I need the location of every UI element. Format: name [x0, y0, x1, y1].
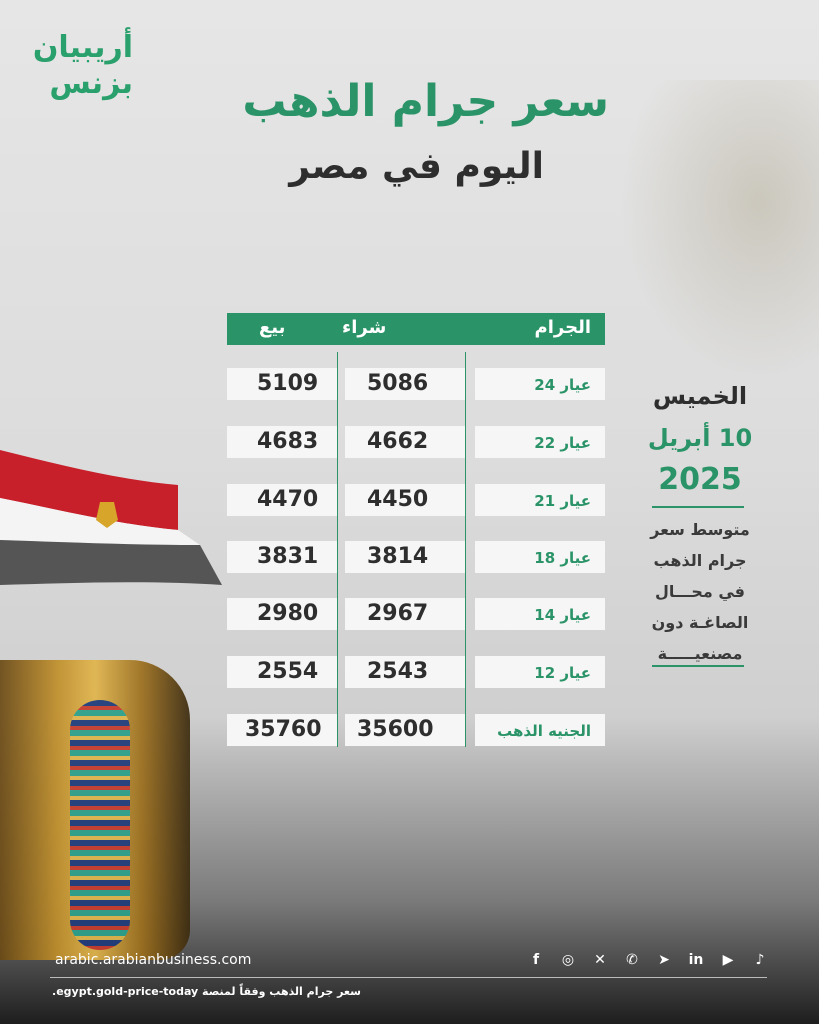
karat-label: عيار 22 — [534, 434, 591, 452]
note-line: الصاغـة دون — [651, 613, 749, 632]
sell-price: 3831 — [257, 544, 319, 569]
table-row — [227, 368, 605, 400]
youtube-icon[interactable]: ▶ — [722, 952, 734, 968]
header-gram: الجرام — [534, 317, 591, 338]
note-line: مصنعيـــــة — [657, 644, 743, 663]
telegram-icon[interactable]: ➤ — [658, 952, 670, 968]
sell-price: 2980 — [257, 601, 319, 626]
facebook-icon[interactable]: f — [532, 952, 540, 968]
divider — [652, 665, 744, 667]
source-note: سعر جرام الذهب وفقاً لمنصة egypt.gold-price-today. — [52, 985, 361, 998]
sell-price: 2554 — [257, 659, 319, 684]
page-subtitle: اليوم في مصر — [289, 146, 544, 187]
logo — [32, 30, 133, 110]
sell-price: 4683 — [257, 429, 319, 454]
page-title: سعر جرام الذهب — [242, 76, 609, 127]
note-line: في محـــال — [655, 582, 745, 601]
buy-price: 4450 — [367, 487, 429, 512]
footer-divider — [50, 977, 767, 978]
logo-line2: بزنس — [49, 66, 133, 101]
header-buy: شراء — [342, 317, 387, 338]
karat-label: عيار 24 — [534, 376, 591, 394]
karat-label: عيار 21 — [534, 492, 591, 510]
table-row — [227, 426, 605, 458]
buy-price: 3814 — [367, 544, 429, 569]
karat-label: عيار 14 — [534, 606, 591, 624]
instagram-icon[interactable]: ◎ — [561, 952, 575, 968]
table-row — [227, 484, 605, 516]
buy-price: 4662 — [367, 429, 429, 454]
buy-price: 2967 — [367, 601, 429, 626]
date-day: الخميس — [652, 382, 748, 410]
divider — [652, 506, 744, 508]
logo-line1: أريبيان — [32, 30, 133, 65]
karat-label: عيار 12 — [534, 664, 591, 682]
whatsapp-icon[interactable]: ✆ — [626, 952, 638, 968]
table-row — [227, 598, 605, 630]
egypt-flag-image — [0, 450, 222, 585]
background-gold-bars — [619, 80, 819, 380]
buy-price: 5086 — [367, 371, 429, 396]
table-row — [227, 541, 605, 573]
website-link[interactable]: arabic.arabianbusiness.com — [55, 952, 252, 968]
linkedin-icon[interactable]: in — [688, 952, 704, 968]
price-table — [227, 313, 605, 345]
table-row — [227, 714, 605, 746]
karat-label: عيار 18 — [534, 549, 591, 567]
sell-price: 5109 — [257, 371, 319, 396]
tiktok-icon[interactable]: ♪ — [755, 952, 765, 968]
sell-price: 4470 — [257, 487, 319, 512]
gold-artifact-image — [0, 660, 190, 960]
buy-price: 35600 — [357, 717, 434, 742]
date-daymonth: 10 أبريل — [647, 424, 753, 452]
table-row — [227, 656, 605, 688]
note-line: جرام الذهب — [653, 551, 747, 570]
buy-price: 2543 — [367, 659, 429, 684]
note-line: متوسط سعر — [650, 520, 750, 539]
date-year: 2025 — [658, 462, 742, 497]
price-note — [645, 514, 755, 669]
sell-price: 35760 — [245, 717, 322, 742]
karat-label: الجنيه الذهب — [497, 722, 591, 740]
x-icon[interactable]: ✕ — [594, 952, 606, 968]
header-sell: بيع — [259, 317, 286, 338]
table-header — [227, 313, 605, 345]
